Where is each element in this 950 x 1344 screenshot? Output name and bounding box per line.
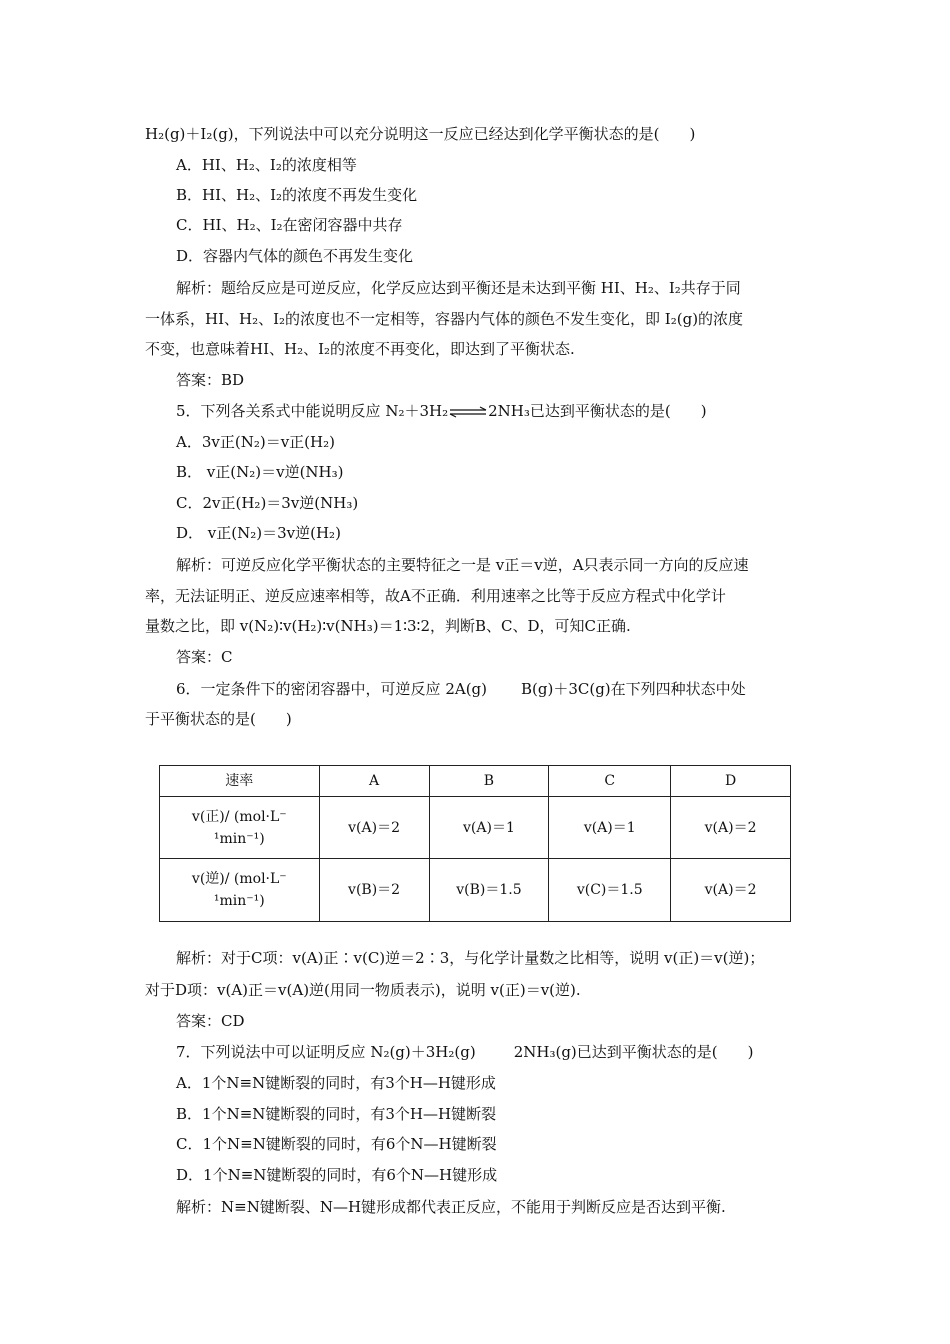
equilibrium-arrow-icon <box>448 406 488 418</box>
text-line: H₂(g)＋I₂(g)，下列说法中可以充分说明这一反应已经达到化学平衡状态的是( ) <box>145 125 696 143</box>
table-cell: v(B)＝1.5 <box>429 859 549 922</box>
question-6-start: 6．一定条件下的密闭容器中，可逆反应 2A(g) <box>176 680 487 698</box>
option-c: C．HI、H₂、I₂在密闭容器中共存 <box>176 216 403 234</box>
row-label-line: ¹min⁻¹) <box>213 893 265 909</box>
table-cell: v(A)＝1 <box>429 797 549 859</box>
option-b: B．HI、H₂、I₂的浓度不再发生变化 <box>176 186 418 204</box>
question-7-start: 7．下列说法中可以证明反应 N₂(g)＋3H₂(g) <box>176 1043 476 1061</box>
question-6-cont: 于平衡状态的是( ) <box>145 710 292 728</box>
option-d: D．1个N≡N键断裂的同时，有6个N—H键形成 <box>176 1166 498 1184</box>
analysis-line: 解析：题给反应是可逆反应，化学反应达到平衡还是未达到平衡 HI、H₂、I₂共存于同 <box>176 279 741 297</box>
row-label-line: v(逆)/ (mol·L⁻ <box>191 871 287 887</box>
rate-table <box>159 765 791 922</box>
analysis-line: 对于D项：v(A)正＝v(A)逆(用同一物质表示)，说明 v(正)＝v(逆). <box>145 981 581 999</box>
option-b: B． v正(N₂)＝v逆(NH₃) <box>176 463 344 481</box>
row-label-line: v(正)/ (mol·L⁻ <box>191 808 287 825</box>
table-cell: v(A)＝2 <box>671 797 791 859</box>
answer-line: 答案：CD <box>176 1012 245 1030</box>
question-5-end: 2NH₃已达到平衡状态的是( ) <box>488 402 707 420</box>
question-6-end: B(g)＋3C(g)在下列四种状态中处 <box>521 680 746 698</box>
answer-line: 答案：C <box>176 648 233 666</box>
question-6 <box>176 679 746 699</box>
analysis-line: 解析：对于C项：v(A)正∶v(C)逆＝2∶3，与化学计量数之比相等，说明 v(正)＝v(逆)； <box>176 949 765 967</box>
analysis-line: 量数之比，即 v(N₂)∶v(H₂)∶v(NH₃)＝1∶3∶2，判断B、C、D，可知C正确. <box>145 617 631 635</box>
option-d: D． v正(N₂)＝3v逆(H₂) <box>176 524 341 542</box>
option-a: A．HI、H₂、I₂的浓度相等 <box>176 156 357 174</box>
analysis-line: 解析：N≡N键断裂、N—H键形成都代表正反应，不能用于判断反应是否达到平衡. <box>176 1198 726 1216</box>
question-7-end: 2NH₃(g)已达到平衡状态的是( ) <box>513 1043 754 1061</box>
analysis-line: 一体系，HI、H₂、I₂的浓度也不一定相等，容器内气体的颜色不发生变化，即 I₂(g)的浓度 <box>145 310 744 328</box>
option-d: D．容器内气体的颜色不再发生变化 <box>176 247 414 265</box>
option-b: B．1个N≡N键断裂的同时，有3个H—H键断裂 <box>176 1105 497 1123</box>
table-header: C <box>549 766 671 797</box>
answer-line: 答案：BD <box>176 371 245 389</box>
analysis-line: 不变，也意味着HI、H₂、I₂的浓度不再变化，即达到了平衡状态. <box>145 340 575 358</box>
analysis-line: 解析：可逆反应化学平衡状态的主要特征之一是 v正＝v逆，A只表示同一方向的反应速 <box>176 556 749 574</box>
table-header: B <box>429 766 549 797</box>
analysis-line: 率，无法证明正、逆反应速率相等，故A不正确．利用速率之比等于反应方程式中化学计 <box>145 587 726 605</box>
table-cell: v(A)＝1 <box>549 797 671 859</box>
table-header: A <box>319 766 429 797</box>
row-label <box>160 859 320 922</box>
question-7 <box>176 1042 753 1062</box>
option-a: A．1个N≡N键断裂的同时，有3个H—H键形成 <box>176 1074 496 1092</box>
table-header: 速率 <box>160 766 320 797</box>
row-label-line: ¹min⁻¹) <box>213 830 265 847</box>
table-cell: v(C)＝1.5 <box>549 859 671 922</box>
option-a: A．3v正(N₂)＝v正(H₂) <box>176 433 335 451</box>
question-5 <box>176 401 707 421</box>
question-5-start: 5．下列各关系式中能说明反应 N₂＋3H₂ <box>176 402 449 420</box>
table-cell: v(A)＝2 <box>319 797 429 859</box>
table-header: D <box>671 766 791 797</box>
table-cell: v(B)＝2 <box>319 859 429 922</box>
row-label <box>160 797 320 859</box>
option-c: C．2v正(H₂)＝3v逆(NH₃) <box>176 494 359 512</box>
option-c: C．1个N≡N键断裂的同时，有6个N—H键断裂 <box>176 1135 497 1153</box>
table-cell: v(A)＝2 <box>671 859 791 922</box>
